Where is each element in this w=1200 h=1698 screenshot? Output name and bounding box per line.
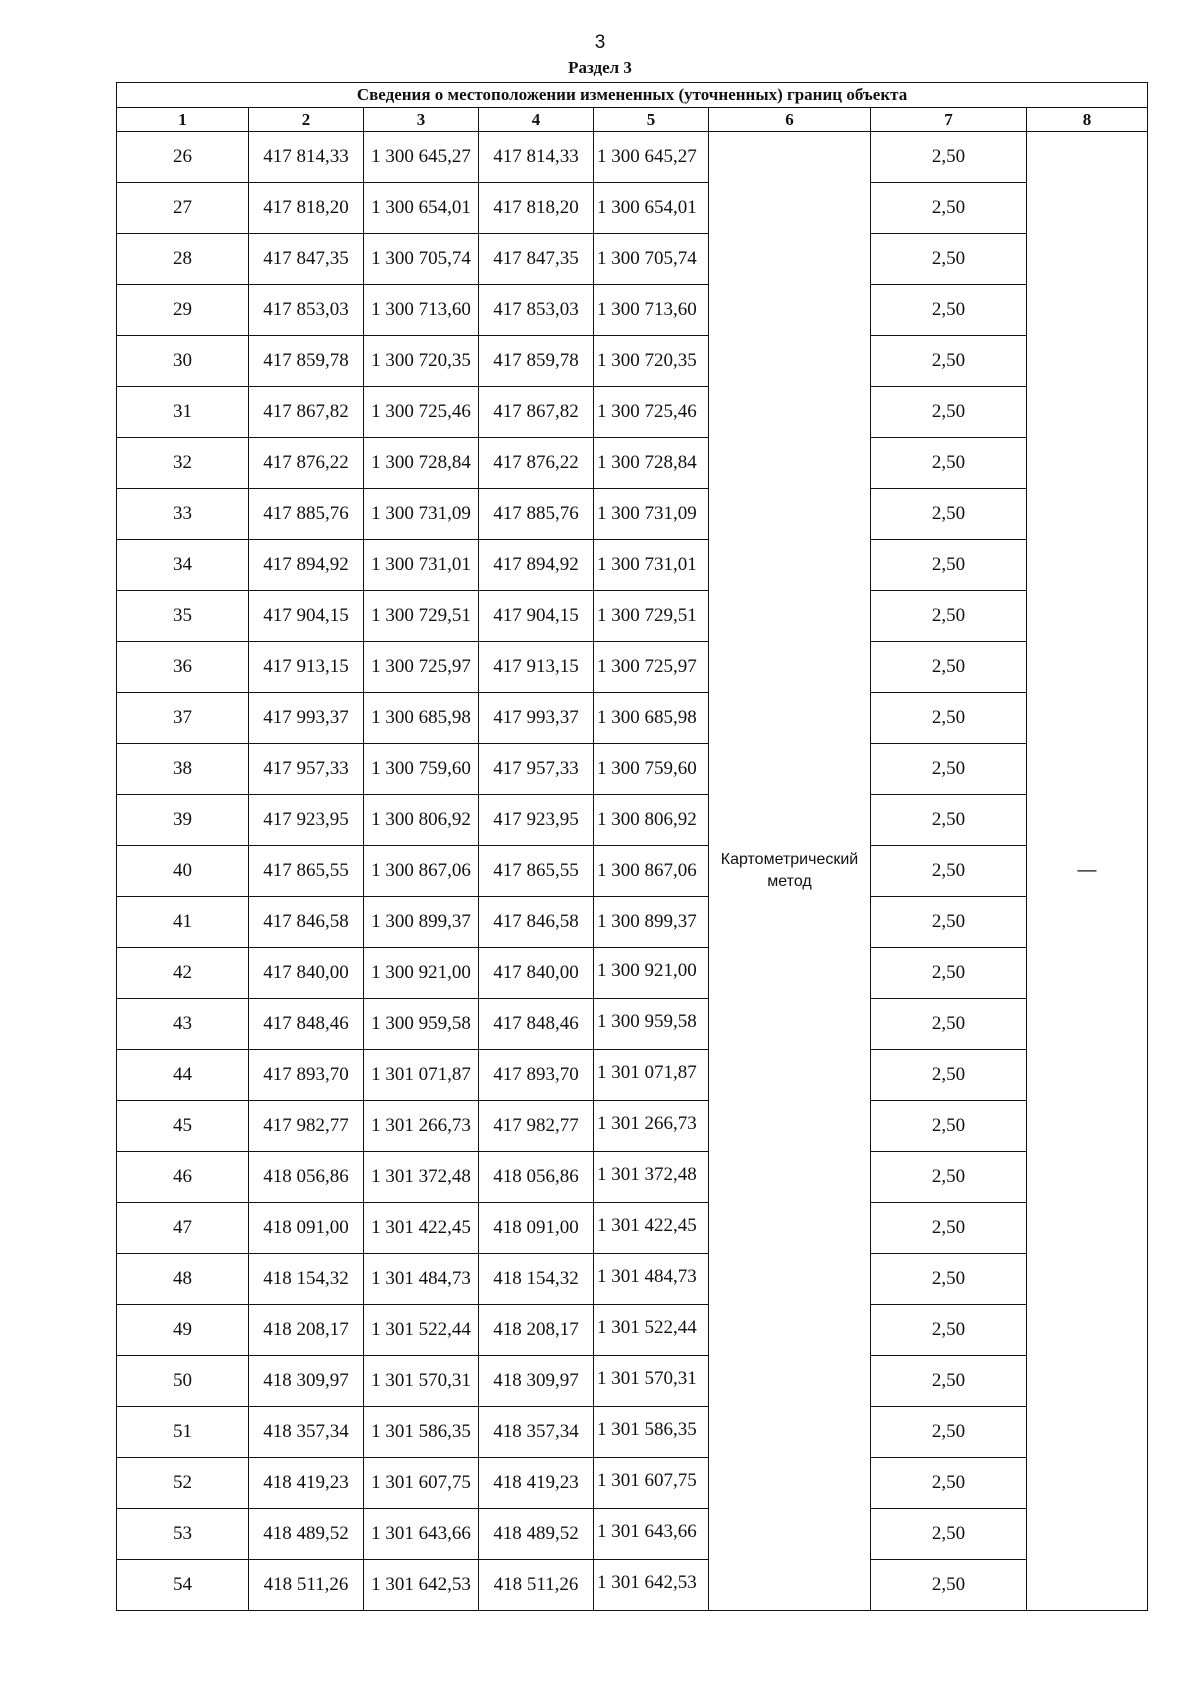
cell-x2: 417 876,22: [479, 438, 594, 489]
table-row: [117, 1509, 1148, 1560]
cell-x1: 418 208,17: [249, 1305, 364, 1356]
cell-y2: 1 300 921,00: [594, 948, 709, 999]
cell-y2: 1 300 720,35: [594, 336, 709, 387]
cell-y2: 1 300 867,06: [594, 846, 709, 897]
cell-n: 45: [117, 1101, 249, 1152]
cell-y2: 1 301 484,73: [594, 1254, 709, 1305]
cell-x2: 418 511,26: [479, 1560, 594, 1611]
cell-tolerance: 2,50: [871, 234, 1027, 285]
cell-n: 41: [117, 897, 249, 948]
cell-n: 27: [117, 183, 249, 234]
cell-n: 53: [117, 1509, 249, 1560]
cell-x1: 417 885,76: [249, 489, 364, 540]
cell-x2: 417 923,95: [479, 795, 594, 846]
cell-x1: 417 893,70: [249, 1050, 364, 1101]
cell-tolerance: 2,50: [871, 1356, 1027, 1407]
cell-n: 39: [117, 795, 249, 846]
column-header: 1: [117, 108, 249, 132]
cell-x2: 418 091,00: [479, 1203, 594, 1254]
cell-y1: 1 300 731,01: [364, 540, 479, 591]
cell-y2: 1 301 266,73: [594, 1101, 709, 1152]
cell-x2: 417 848,46: [479, 999, 594, 1050]
cell-tolerance: 2,50: [871, 132, 1027, 183]
cell-tolerance: 2,50: [871, 1152, 1027, 1203]
table-row: [117, 387, 1148, 438]
cell-x2: 418 309,97: [479, 1356, 594, 1407]
cell-y1: 1 300 645,27: [364, 132, 479, 183]
cell-tolerance: 2,50: [871, 1458, 1027, 1509]
column-header: 2: [249, 108, 364, 132]
cell-y2: 1 300 729,51: [594, 591, 709, 642]
cell-y1: 1 301 586,35: [364, 1407, 479, 1458]
cell-y2: 1 300 725,97: [594, 642, 709, 693]
table-row: [117, 183, 1148, 234]
cell-y1: 1 301 372,48: [364, 1152, 479, 1203]
cell-y1: 1 300 720,35: [364, 336, 479, 387]
cell-x2: 417 818,20: [479, 183, 594, 234]
cell-x2: 418 208,17: [479, 1305, 594, 1356]
cell-n: 43: [117, 999, 249, 1050]
cell-x1: 418 309,97: [249, 1356, 364, 1407]
cell-y1: 1 300 654,01: [364, 183, 479, 234]
cell-tolerance: 2,50: [871, 387, 1027, 438]
table-row: [117, 642, 1148, 693]
table-row: [117, 1356, 1148, 1407]
cell-x1: 418 357,34: [249, 1407, 364, 1458]
cell-n: 38: [117, 744, 249, 795]
cell-tolerance: 2,50: [871, 1305, 1027, 1356]
table-row: [117, 489, 1148, 540]
cell-y2: 1 300 705,74: [594, 234, 709, 285]
cell-x1: 417 923,95: [249, 795, 364, 846]
cell-x1: 418 489,52: [249, 1509, 364, 1560]
cell-x1: 417 894,92: [249, 540, 364, 591]
cell-tolerance: 2,50: [871, 642, 1027, 693]
cell-n: 40: [117, 846, 249, 897]
cell-y1: 1 301 570,31: [364, 1356, 479, 1407]
cell-tolerance: 2,50: [871, 1254, 1027, 1305]
cell-y2: 1 300 899,37: [594, 897, 709, 948]
cell-tolerance: 2,50: [871, 591, 1027, 642]
table-row: [117, 336, 1148, 387]
cell-x2: 418 419,23: [479, 1458, 594, 1509]
cell-x1: 418 511,26: [249, 1560, 364, 1611]
cell-tolerance: 2,50: [871, 795, 1027, 846]
method-cell: [709, 132, 871, 1611]
method-text: Картометрический метод: [720, 851, 859, 890]
cell-y2: 1 300 806,92: [594, 795, 709, 846]
cell-x1: 417 814,33: [249, 132, 364, 183]
cell-x2: 417 894,92: [479, 540, 594, 591]
cell-n: 31: [117, 387, 249, 438]
cell-y1: 1 300 725,97: [364, 642, 479, 693]
cell-n: 46: [117, 1152, 249, 1203]
cell-x1: 417 904,15: [249, 591, 364, 642]
cell-x1: 418 419,23: [249, 1458, 364, 1509]
cell-y1: 1 300 899,37: [364, 897, 479, 948]
table-row: [117, 591, 1148, 642]
cell-tolerance: 2,50: [871, 897, 1027, 948]
cell-y2: 1 301 372,48: [594, 1152, 709, 1203]
cell-n: 33: [117, 489, 249, 540]
table-row: [117, 846, 1148, 897]
cell-x1: 417 865,55: [249, 846, 364, 897]
cell-n: 37: [117, 693, 249, 744]
cell-x2: 417 904,15: [479, 591, 594, 642]
cell-x1: 417 847,35: [249, 234, 364, 285]
cell-x2: 417 957,33: [479, 744, 594, 795]
column-header: 7: [871, 108, 1027, 132]
cell-x1: 417 818,20: [249, 183, 364, 234]
table-row: [117, 1305, 1148, 1356]
cell-x2: 417 982,77: [479, 1101, 594, 1152]
cell-n: 32: [117, 438, 249, 489]
cell-x2: 417 893,70: [479, 1050, 594, 1101]
cell-x2: 417 814,33: [479, 132, 594, 183]
cell-n: 42: [117, 948, 249, 999]
column-header: 3: [364, 108, 479, 132]
cell-x1: 417 848,46: [249, 999, 364, 1050]
cell-y2: 1 300 645,27: [594, 132, 709, 183]
cell-x2: 417 885,76: [479, 489, 594, 540]
table-caption: Сведения о местоположении измененных (уточненных) границ объекта: [117, 83, 1148, 108]
cell-x1: 418 056,86: [249, 1152, 364, 1203]
cell-n: 50: [117, 1356, 249, 1407]
cell-tolerance: 2,50: [871, 285, 1027, 336]
cell-y2: 1 300 725,46: [594, 387, 709, 438]
cell-tolerance: 2,50: [871, 489, 1027, 540]
cell-tolerance: 2,50: [871, 846, 1027, 897]
cell-x2: 417 913,15: [479, 642, 594, 693]
cell-tolerance: 2,50: [871, 999, 1027, 1050]
cell-y2: 1 300 685,98: [594, 693, 709, 744]
cell-x2: 417 853,03: [479, 285, 594, 336]
cell-tolerance: 2,50: [871, 1101, 1027, 1152]
cell-y2: 1 300 959,58: [594, 999, 709, 1050]
description-cell: —: [1027, 132, 1148, 1611]
cell-y1: 1 300 728,84: [364, 438, 479, 489]
cell-tolerance: 2,50: [871, 1407, 1027, 1458]
table-row: [117, 285, 1148, 336]
cell-x1: 417 853,03: [249, 285, 364, 336]
cell-y1: 1 301 071,87: [364, 1050, 479, 1101]
table-row: [117, 1203, 1148, 1254]
table-row: [117, 1560, 1148, 1611]
cell-y2: 1 300 654,01: [594, 183, 709, 234]
cell-y2: 1 301 071,87: [594, 1050, 709, 1101]
column-header: 4: [479, 108, 594, 132]
cell-n: 36: [117, 642, 249, 693]
table-row: [117, 234, 1148, 285]
cell-y1: 1 300 685,98: [364, 693, 479, 744]
cell-tolerance: 2,50: [871, 1203, 1027, 1254]
cell-y1: 1 301 522,44: [364, 1305, 479, 1356]
cell-tolerance: 2,50: [871, 693, 1027, 744]
cell-tolerance: 2,50: [871, 948, 1027, 999]
cell-x1: 418 154,32: [249, 1254, 364, 1305]
cell-x1: 417 876,22: [249, 438, 364, 489]
cell-x1: 417 957,33: [249, 744, 364, 795]
cell-y2: 1 301 643,66: [594, 1509, 709, 1560]
cell-x2: 418 357,34: [479, 1407, 594, 1458]
cell-x1: 417 846,58: [249, 897, 364, 948]
cell-y2: 1 301 607,75: [594, 1458, 709, 1509]
section-title: Раздел 3: [568, 58, 632, 77]
cell-y1: 1 300 713,60: [364, 285, 479, 336]
cell-x2: 417 846,58: [479, 897, 594, 948]
page-number: 3: [594, 32, 606, 53]
cell-n: 47: [117, 1203, 249, 1254]
cell-x2: 417 840,00: [479, 948, 594, 999]
boundary-coordinates-table: [116, 82, 1148, 1611]
table-row: [117, 693, 1148, 744]
table-row: [117, 1458, 1148, 1509]
cell-y1: 1 301 643,66: [364, 1509, 479, 1560]
cell-y2: 1 301 570,31: [594, 1356, 709, 1407]
cell-y2: 1 300 731,09: [594, 489, 709, 540]
cell-y2: 1 300 759,60: [594, 744, 709, 795]
cell-x2: 417 867,82: [479, 387, 594, 438]
cell-y1: 1 301 422,45: [364, 1203, 479, 1254]
column-header: 8: [1027, 108, 1148, 132]
cell-tolerance: 2,50: [871, 744, 1027, 795]
table-row: [117, 999, 1148, 1050]
cell-x2: 418 489,52: [479, 1509, 594, 1560]
table-row: [117, 132, 1148, 183]
cell-y2: 1 301 586,35: [594, 1407, 709, 1458]
cell-x1: 417 867,82: [249, 387, 364, 438]
cell-x2: 417 865,55: [479, 846, 594, 897]
cell-tolerance: 2,50: [871, 1560, 1027, 1611]
table-body: [117, 132, 1148, 1611]
cell-n: 26: [117, 132, 249, 183]
table-row: [117, 897, 1148, 948]
cell-n: 49: [117, 1305, 249, 1356]
cell-x2: 417 847,35: [479, 234, 594, 285]
cell-y1: 1 300 731,09: [364, 489, 479, 540]
cell-n: 48: [117, 1254, 249, 1305]
table-row: [117, 1050, 1148, 1101]
cell-tolerance: 2,50: [871, 438, 1027, 489]
cell-y1: 1 300 959,58: [364, 999, 479, 1050]
cell-n: 54: [117, 1560, 249, 1611]
cell-y1: 1 301 266,73: [364, 1101, 479, 1152]
cell-y1: 1 300 921,00: [364, 948, 479, 999]
cell-x1: 417 913,15: [249, 642, 364, 693]
cell-y1: 1 300 759,60: [364, 744, 479, 795]
cell-y2: 1 301 422,45: [594, 1203, 709, 1254]
cell-n: 28: [117, 234, 249, 285]
cell-tolerance: 2,50: [871, 1050, 1027, 1101]
cell-x1: 417 993,37: [249, 693, 364, 744]
cell-y1: 1 300 705,74: [364, 234, 479, 285]
cell-y1: 1 300 806,92: [364, 795, 479, 846]
cell-n: 44: [117, 1050, 249, 1101]
table-row: [117, 1152, 1148, 1203]
cell-x2: 417 993,37: [479, 693, 594, 744]
table-row: [117, 1254, 1148, 1305]
cell-y2: 1 300 713,60: [594, 285, 709, 336]
cell-y2: 1 300 731,01: [594, 540, 709, 591]
table-row: [117, 438, 1148, 489]
table-row: [117, 1407, 1148, 1458]
cell-tolerance: 2,50: [871, 183, 1027, 234]
cell-tolerance: 2,50: [871, 540, 1027, 591]
column-header: 5: [594, 108, 709, 132]
cell-x2: 417 859,78: [479, 336, 594, 387]
cell-y2: 1 300 728,84: [594, 438, 709, 489]
cell-y1: 1 301 642,53: [364, 1560, 479, 1611]
cell-y1: 1 301 607,75: [364, 1458, 479, 1509]
table-row: [117, 744, 1148, 795]
cell-x1: 417 859,78: [249, 336, 364, 387]
cell-x1: 417 840,00: [249, 948, 364, 999]
cell-n: 51: [117, 1407, 249, 1458]
cell-tolerance: 2,50: [871, 1509, 1027, 1560]
cell-n: 34: [117, 540, 249, 591]
cell-tolerance: 2,50: [871, 336, 1027, 387]
table-row: [117, 1101, 1148, 1152]
cell-y1: 1 300 725,46: [364, 387, 479, 438]
table-row: [117, 540, 1148, 591]
cell-y1: 1 301 484,73: [364, 1254, 479, 1305]
cell-x2: 418 154,32: [479, 1254, 594, 1305]
cell-y1: 1 300 867,06: [364, 846, 479, 897]
cell-x2: 418 056,86: [479, 1152, 594, 1203]
cell-n: 29: [117, 285, 249, 336]
cell-y2: 1 301 642,53: [594, 1560, 709, 1611]
column-header: 6: [709, 108, 871, 132]
table-row: [117, 795, 1148, 846]
cell-x1: 418 091,00: [249, 1203, 364, 1254]
cell-x1: 417 982,77: [249, 1101, 364, 1152]
cell-y2: 1 301 522,44: [594, 1305, 709, 1356]
cell-y1: 1 300 729,51: [364, 591, 479, 642]
cell-n: 52: [117, 1458, 249, 1509]
cell-n: 30: [117, 336, 249, 387]
cell-n: 35: [117, 591, 249, 642]
table-row: [117, 948, 1148, 999]
